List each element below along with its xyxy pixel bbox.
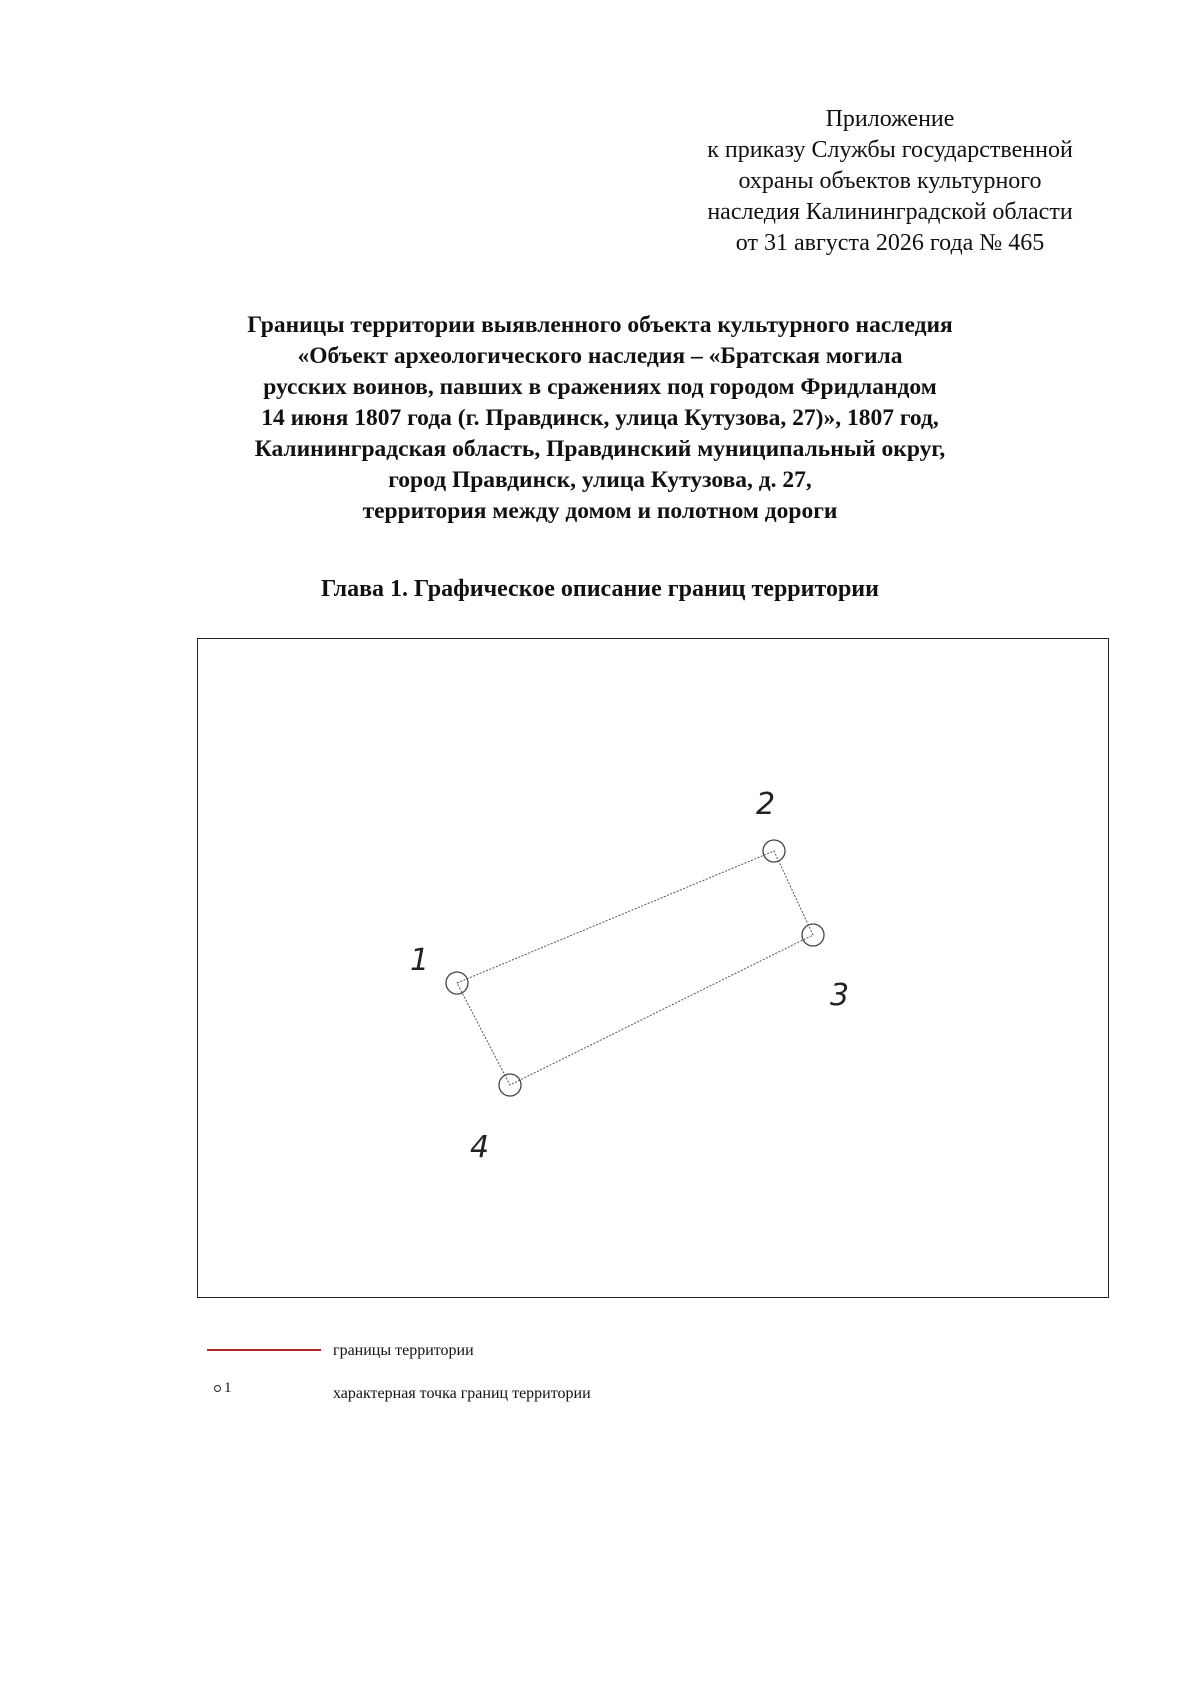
title-line: 14 июня 1807 года (г. Правдинск, улица Кутузова, 27)», 1807 год, (261, 405, 939, 431)
appendix-line: наследия Калининградской области (707, 199, 1073, 225)
title-line: город Правдинск, улица Кутузова, д. 27, (388, 467, 812, 493)
title-line: Границы территории выявленного объекта культурного наследия (247, 312, 953, 338)
boundary-point-3-label: 3 (830, 978, 850, 1013)
territory-boundary (457, 851, 813, 1085)
appendix-header (650, 104, 1130, 259)
appendix-line: к приказу Службы государственной (707, 137, 1073, 163)
legend-boundary-swatch (207, 1349, 321, 1351)
legend-point-swatch (214, 1380, 232, 1397)
boundary-plan (197, 638, 1109, 1298)
title-line: Калининградская область, Правдинский муниципальный округ, (254, 436, 946, 462)
boundary-point-4-label: 4 (470, 1130, 490, 1165)
title-line: территория между домом и полотном дороги (362, 498, 838, 524)
appendix-line: от 31 августа 2026 года № 465 (735, 230, 1045, 256)
legend-point-dot-icon (214, 1385, 221, 1392)
document-title (150, 310, 1050, 527)
legend-boundary-label: границы территории (333, 1342, 474, 1359)
boundary-point-2-label: 2 (756, 787, 776, 822)
boundary-plan-drawing (198, 639, 1107, 1296)
appendix-line: Приложение (825, 106, 955, 132)
boundary-point-1-label: 1 (410, 943, 430, 978)
legend-point-marker: 1 (224, 1380, 232, 1396)
legend-point-label: характерная точка границ территории (333, 1385, 591, 1402)
title-line: «Объект археологического наследия – «Братская могила (297, 343, 903, 369)
appendix-line: охраны объектов культурного (738, 168, 1042, 194)
chapter-heading: Глава 1. Графическое описание границ территории (321, 576, 879, 602)
title-line: русских воинов, павших в сражениях под городом Фридландом (263, 374, 937, 400)
